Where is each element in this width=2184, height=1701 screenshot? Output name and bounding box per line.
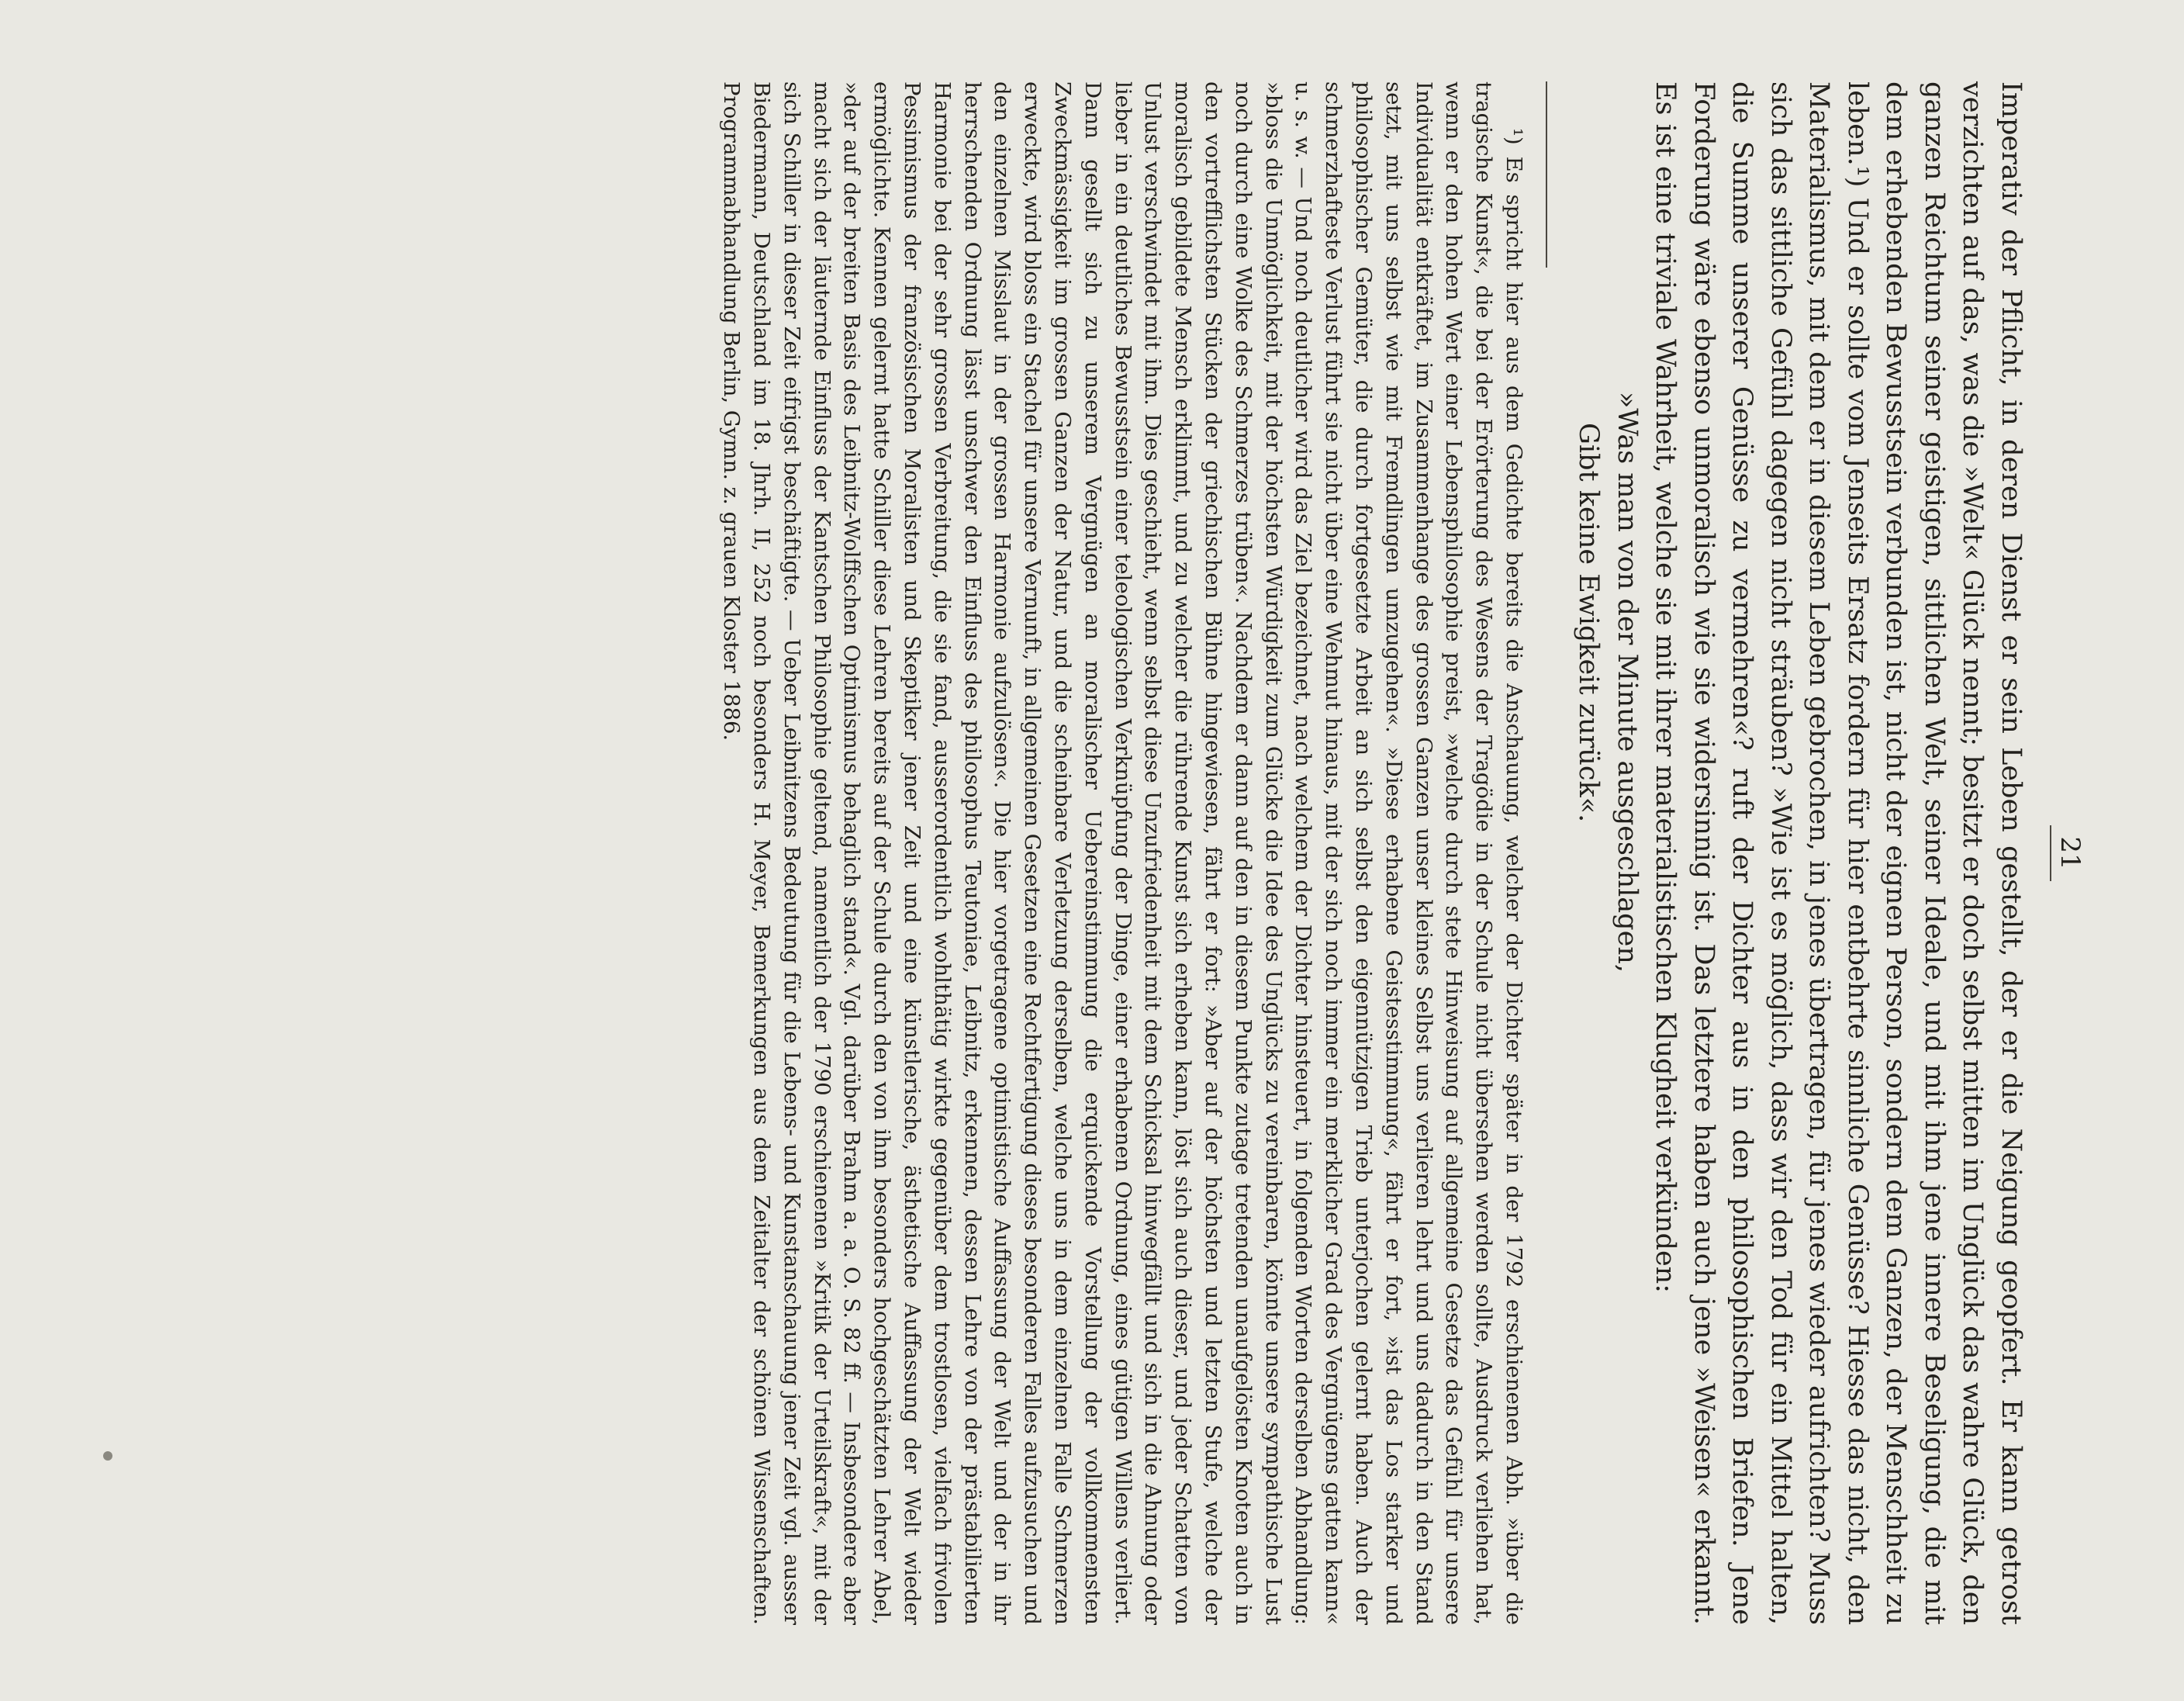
book-page-rotated (50, 35, 2129, 1672)
verse-line-2: Gibt keine Ewigkeit zurück«. (1573, 423, 1605, 823)
scan-speck (103, 1451, 112, 1461)
footnote-separator (1546, 81, 1547, 268)
main-paragraph: Imperativ der Pflicht, in deren Dienst er sein Leben gestellt, der er die Neigung geopfert. Er kann getrost verzichten auf das, was die »Welt« Glück nennt; besitzt er doch selbst mitten im Unglück das wahre Glück, den ganzen Reichtum seiner geistigen, sittlichen Welt, seiner Ideale, und mit ihm jene innere Beseligung, die mit dem erhebenden Bewusstsein verbunden ist, nicht der eignen Person, sondern dem Ganzen, der Menschheit zu leben.¹) Und er sollte vom Jenseits Ersatz fordern für hier entbehrte sinnliche Genüsse? Hiesse das nicht, den Materialismus, mit dem er in diesem Leben gebrochen, in jenes übertragen, für jenes wieder aufrichten? Muss sich das sittliche Gefühl dagegen nicht sträuben? »Wie ist es möglich, dass wir den Tod für ein Mittel halten, die Summe unserer Genüsse zu vermehren«? ruft der Dichter aus in den philosophischen Briefen. Jene Forderung wäre ebenso unmoralisch wie sie widersinnig ist. Das letztere haben auch jene »Weisen« erkannt. Es ist eine triviale Wahrheit, welche sie mit ihrer materialistischen Klugheit verkünden: (1650, 81, 2027, 1625)
page-number-area (2050, 81, 2086, 1625)
verse-quote (1569, 81, 1646, 1625)
footnote: ¹) Es spricht hier aus dem Gedichte bereits die Anschauung, welcher der Dichter später in der 1792 erschienenen Abh. »über die tragische Kunst«, die bei der Erörterung des Wesens der Tragödie in der Schule nicht übersehen werden sollte, Ausdruck verliehen hat, wenn er den hohen Wert einer Lebensphilosophie preist, »welche durch stete Hinweisung auf allgemeine Gesetze das Gefühl für unsere Individualität entkräftet, im Zusammenhange des grossen Ganzen unser kleines Selbst uns verlieren lehrt und uns dadurch in den Stand setzt, mit uns selbst wie mit Fremdlingen umzugehen«. »Diese erhabene Geistesstimmung«, fährt er fort, »ist das Los starker und philosophischer Gemüter, die durch fortgesetzte Arbeit an sich selbst den eigennützigen Trieb unterjochen gelernt haben. Auch der schmerzhafteste Verlust führt sie nicht über eine Wehmut hinaus, mit der sich noch immer ein merklicher Grad des Vergnügens gatten kann« u. s. w. — Und noch deutlicher wird das Ziel bezeichnet, nach welchem der Dichter hinsteuert, in folgenden Worten derselben Abhandlung: »bloss die Unmöglichkeit, mit der höchsten Würdigkeit zum Glücke die Idee des Unglücks zu vereinbaren, könnte unsere sympathische Lust noch durch eine Wolke des Schmerzes trüben«. Nachdem er dann auf den in diesem Punkte zutage tretenden unaufgelösten Knoten auch in den vortrefflichsten Stücken der griechischen Bühne hingewiesen, fährt er fort: »Aber auf der höchsten und letzten Stufe, welche der moralisch gebildete Mensch erklimmt, und zu welcher die rührende Kunst sich erheben kann, löst sich auch dieser, und jeder Schatten von Unlust verschwindet mit ihm. Dies geschieht, wenn selbst diese Unzufriedenheit mit dem Schicksal hinwegfällt und sich in die Ahnung oder lieber in ein deutliches Bewusstsein einer teleologischen Verknüpfung der Dinge, einer erhabenen Ordnung, eines gütigen Willens verliert. Dann gesellt sich zu unserem Vergnügen an moralischer Uebereinstimmung die erquickende Vorstellung der vollkommensten Zweckmässigkeit im grossen Ganzen der Natur, und die scheinbare Verletzung derselben, welche uns in dem einzelnen Falle Schmerzen erweckte, wird bloss ein Stachel für unsere Vernunft, in allgemeinen Gesetzen eine Rechtfertigung dieses besonderen Falles aufzusuchen und den einzelnen Misslaut in der grossen Harmonie aufzulösen«. Die hier vorgetragene optimistische Auffassung der Welt und der in ihr herrschenden Ordnung lässt unschwer den Einfluss des philosophus Teutoniae, Leibnitz, erkennen, dessen Lehre von der prästabilierten Harmonie bei der sehr grossen Verbreitung, die sie fand, ausserordentlich wohlthätig wirkte gegenüber dem trostlosen, vielfach frivolen Pessimismus der französischen Moralisten und Skeptiker jener Zeit und eine künstlerische, ästhetische Auffassung der Welt wieder ermöglichte. Kennen gelernt hatte Schiller diese Lehren bereits auf der Schule durch den von ihm besonders hochgeschätzten Lehrer Abel, »der auf der breiten Basis des Leibnitz-Wolffschen Optimismus behaglich stand«. Vgl. darüber Brahm a. a. O. S. 82 ff. — Insbesondere aber macht sich der läuternde Einfluss der Kantschen Philosophie geltend, namentlich der 1790 erschienenen »Kritik der Urteilskraft«, mit der sich Schiller in dieser Zeit eifrigst beschäftigte. — Ueber Leibnitzens Bedeutung für die Lebens- und Kunstanschauung jener Zeit vgl. ausser Biedermann, Deutschland im 18. Jhrh. II, 252 noch besonders H. Meyer, Bemerkungen aus dem Zeitalter der schönen Wissenschaften. Programmabhandlung Berlin, Gymn. z. grauen Kloster 1886. (719, 81, 1526, 1625)
page-number: 21 (2050, 825, 2086, 880)
verse-line-1: »Was man von der Minute ausgeschlagen, (1612, 392, 1643, 973)
